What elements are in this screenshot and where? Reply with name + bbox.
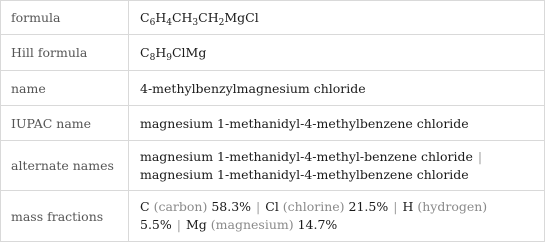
iupac-name-value: magnesium 1-methanidyl-4-methylbenzene chloride xyxy=(129,106,545,141)
separator: | xyxy=(393,199,398,214)
formula-subscript: 9 xyxy=(166,53,172,63)
formula-part: MgCl xyxy=(224,10,259,25)
formula-subscript: 4 xyxy=(166,18,172,28)
row-label: Hill formula xyxy=(1,35,129,71)
formula-part: ClMg xyxy=(171,45,207,60)
separator: | xyxy=(477,148,483,164)
separator: | xyxy=(176,217,181,232)
mass-fraction-line xyxy=(140,216,544,234)
element-name: (hydrogen) xyxy=(417,199,488,214)
element-percent: 14.7% xyxy=(297,217,338,232)
alternate-name: magnesium 1-methanidyl-4-methylbenzene chloride xyxy=(140,166,469,182)
alternate-name: magnesium 1-methanidyl-4-methyl-benzene chloride xyxy=(140,148,473,164)
formula-subscript: 6 xyxy=(149,18,156,28)
formula-subscript: 3 xyxy=(192,18,199,28)
formula-part: CH xyxy=(198,10,219,25)
row-formula xyxy=(1,1,545,35)
element-symbol: Cl xyxy=(265,199,279,214)
row-iupac-name xyxy=(1,106,545,141)
element-symbol: H xyxy=(402,199,414,214)
alternate-name-line xyxy=(140,166,544,184)
separator: | xyxy=(256,199,261,214)
row-name xyxy=(1,71,545,106)
row-mass-fractions xyxy=(1,191,545,242)
formula-value xyxy=(129,1,545,35)
element-name: (carbon) xyxy=(153,199,208,214)
formula-part: C xyxy=(140,10,150,25)
alternate-name-line xyxy=(140,148,544,166)
mass-fractions-value xyxy=(129,191,545,242)
formula-part: C xyxy=(140,45,150,60)
formula-part: H xyxy=(155,10,167,25)
mass-fraction-line xyxy=(140,198,544,216)
row-hill-formula xyxy=(1,35,545,71)
element-percent: 5.5% xyxy=(140,217,172,232)
row-label: IUPAC name xyxy=(1,106,129,141)
formula-part: H xyxy=(155,45,167,60)
element-percent: 21.5% xyxy=(348,199,389,214)
formula-part: CH xyxy=(171,10,193,25)
element-name: (magnesium) xyxy=(210,217,294,232)
formula-subscript: 2 xyxy=(218,18,225,28)
hill-formula-value xyxy=(129,35,545,71)
row-label: formula xyxy=(1,1,129,35)
row-label: alternate names xyxy=(1,141,129,191)
row-alternate-names xyxy=(1,141,545,191)
element-symbol: C xyxy=(140,199,150,214)
element-symbol: Mg xyxy=(185,217,207,232)
row-label: name xyxy=(1,71,129,106)
element-name: (chlorine) xyxy=(282,199,345,214)
formula-subscript: 8 xyxy=(149,53,156,63)
alternate-names-value xyxy=(129,141,545,191)
name-value: 4-methylbenzylmagnesium chloride xyxy=(129,71,545,106)
element-percent: 58.3% xyxy=(211,199,252,214)
row-label: mass fractions xyxy=(1,191,129,242)
